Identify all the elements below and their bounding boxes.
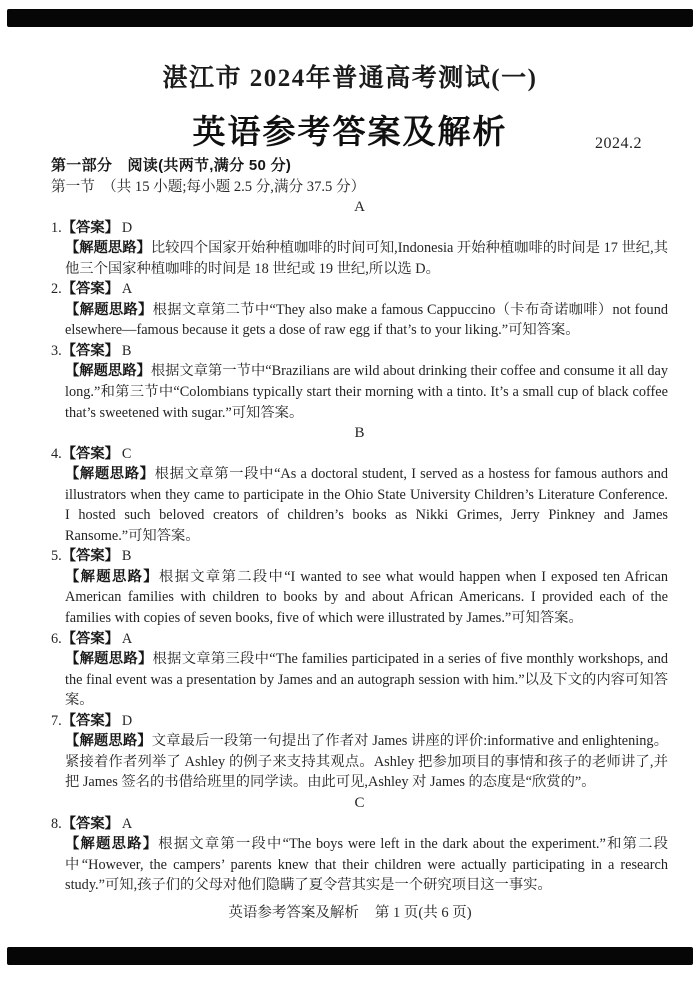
- item-number: 4.: [51, 445, 62, 462]
- answer-line-4: [51, 444, 668, 465]
- analysis-label: 【解题思路】: [65, 466, 155, 483]
- analysis-paragraph-3: [65, 361, 668, 423]
- analysis-paragraph-6: [65, 649, 668, 711]
- answer-line-8: [51, 814, 668, 835]
- passage-letter-a: A: [354, 199, 365, 216]
- answer-label: 【答案】: [61, 342, 119, 359]
- analysis-paragraph-4: [65, 464, 668, 546]
- analysis-text: 根据文章第一节中“Brazilians are wild about drinking their coffee and consume it all day long.”和第三节中“Colombians typically start their morning with a tinto. It’s a small cup of black coffee that’s sweetened with sugar.”可知答案。: [65, 363, 669, 421]
- item-number: 8.: [51, 815, 62, 832]
- answer-line-3: [51, 341, 668, 362]
- item-number: 1.: [51, 219, 62, 236]
- analysis-paragraph-2: [65, 300, 668, 341]
- answer-value: A: [121, 815, 133, 832]
- analysis-paragraph-7: [65, 731, 668, 793]
- answer-line-6: [51, 629, 668, 650]
- item-number: 6.: [51, 630, 62, 647]
- item-number: 5.: [51, 548, 62, 565]
- answer-value: A: [121, 630, 133, 647]
- answer-line-5: [51, 546, 668, 567]
- analysis-label: 【解题思路】: [65, 836, 159, 853]
- analysis-label: 【解题思路】: [65, 651, 153, 668]
- analysis-paragraph-8: [65, 834, 668, 896]
- answer-line-7: [51, 711, 668, 732]
- date-label: 2024.2: [595, 135, 642, 152]
- passage-letter-c: C: [354, 794, 365, 811]
- answer-value: D: [121, 712, 133, 729]
- analysis-label: 【解题思路】: [65, 240, 151, 257]
- section-heading: 第一节 （共 15 小题;每小题 2.5 分,满分 37.5 分）: [51, 178, 366, 195]
- scan-artifact-bottom-bar: [7, 947, 693, 965]
- answers-content: [51, 156, 668, 896]
- answer-value: B: [121, 342, 132, 359]
- answer-label: 【答案】: [61, 445, 119, 462]
- item-number: 2.: [51, 281, 62, 298]
- analysis-text: 根据文章第二节中“They also make a famous Cappuccino（卡布奇诺咖啡）not found elsewhere—famous because it gets a dose of raw egg if that’s to your liking.”可知答案。: [65, 301, 669, 339]
- analysis-label: 【解题思路】: [65, 733, 152, 750]
- item-number: 3.: [51, 342, 62, 359]
- scan-artifact-top-bar: [7, 9, 693, 27]
- analysis-text: 根据文章第三段中“The families participated in a series of five monthly workshops, and the final event was a presentation by James and an autograph session with him.”以及下文的内容可知答案。: [65, 651, 668, 709]
- analysis-label: 【解题思路】: [65, 301, 153, 318]
- analysis-paragraph-1: [65, 238, 668, 279]
- answer-label: 【答案】: [61, 548, 119, 565]
- page-title: 湛江市 2024年普通高考测试(一): [162, 65, 538, 92]
- analysis-label: 【解题思路】: [65, 363, 151, 380]
- item-number: 7.: [51, 712, 62, 729]
- analysis-text: 根据文章第一段中“The boys were left in the dark about the experiment.”和第二段中“However, the campers’ parents knew that their children were actually participating in a research study.”可知,孩子们的父母对他们隐瞒了夏令营其实是一个研究项目这一事实。: [65, 836, 669, 894]
- answer-label: 【答案】: [61, 815, 119, 832]
- answer-label: 【答案】: [61, 630, 119, 647]
- page-subtitle: 英语参考答案及解析: [192, 113, 508, 150]
- answer-value: A: [121, 281, 133, 298]
- analysis-text: 根据文章第二段中“I wanted to see what would happen when I exposed ten African American families with children to books by and about African Americans. I provided each of the families with copies of seven books, five of which were illustrated by James.”可知答案。: [65, 568, 668, 627]
- answer-value: C: [121, 445, 132, 462]
- analysis-text: 比较四个国家开始种植咖啡的时间可知,Indonesia 开始种植咖啡的时间是 17 世纪,其他三个国家种植咖啡的时间是 18 世纪或 19 世纪,所以选 D。: [65, 240, 669, 277]
- analysis-paragraph-5: [65, 567, 668, 629]
- answer-line-1: [51, 218, 668, 239]
- answer-label: 【答案】: [61, 712, 119, 729]
- passage-letter-b: B: [354, 425, 365, 442]
- analysis-text: 文章最后一段第一句提出了作者对 James 讲座的评价:informative and enlightening。紧接着作者列举了 Ashley 的例子来支持其观点。Ashley 把参加项目的事情和孩子的老师讲了,并把 James 签名的书借给班里的同学读。由此可见,Ashley 对 James 的态度是“欣赏的”。: [65, 733, 669, 791]
- part-heading: 第一部分 阅读(共两节,满分 50 分): [51, 157, 292, 174]
- answer-value: B: [121, 548, 132, 565]
- answer-label: 【答案】: [61, 281, 119, 298]
- answer-label: 【答案】: [61, 219, 119, 236]
- answer-value: D: [121, 219, 133, 236]
- analysis-text: 根据文章第一段中“As a doctoral student, I served as a hostess for famous authors and illustrators when they came to participate in the Ohio State University Children’s Literature Conference. I hosted such beloved creators of children’s books as Nikki Grimes, Jerry Pinkney and James Ransome.”可知答案。: [65, 466, 669, 544]
- answer-line-2: [51, 279, 668, 300]
- footer-doc-label: 英语参考答案及解析: [228, 905, 359, 921]
- footer-page-number: 第 1 页(共 6 页): [374, 905, 472, 921]
- page-footer: [0, 901, 700, 922]
- analysis-label: 【解题思路】: [65, 568, 159, 585]
